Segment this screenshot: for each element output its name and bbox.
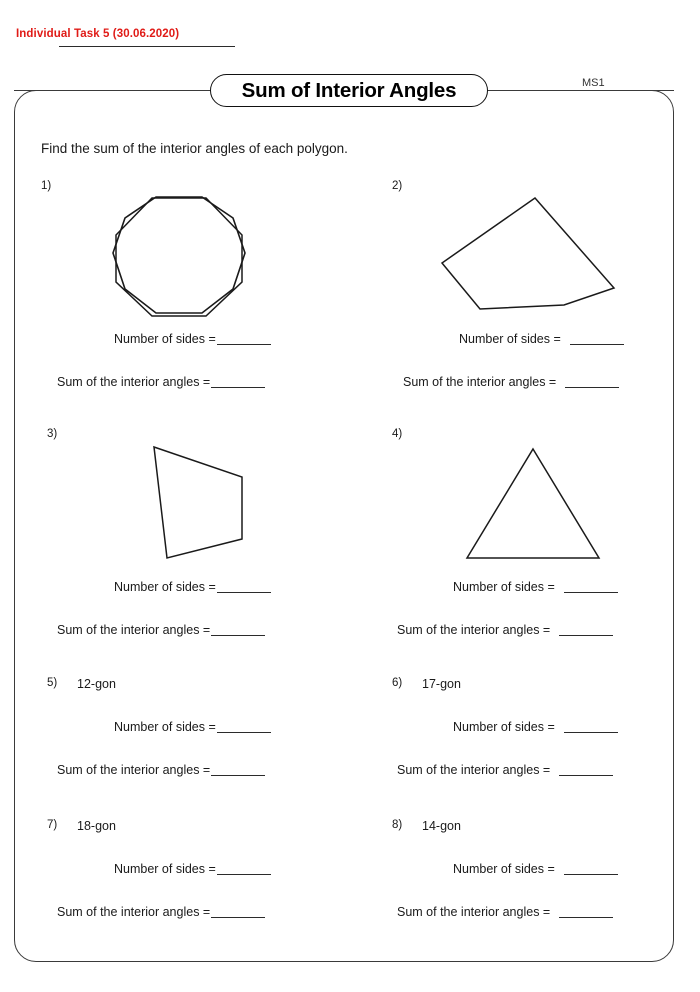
problem-5-sum-blank[interactable] bbox=[211, 775, 265, 776]
problem-8-sum-answer bbox=[397, 906, 613, 919]
task-header-label: Individual Task 5 (30.06.2020) bbox=[16, 28, 180, 40]
problem-6-sum-blank[interactable] bbox=[559, 775, 613, 776]
worksheet-title: Sum of Interior Angles bbox=[241, 78, 457, 102]
problem-5-sides-answer bbox=[114, 721, 271, 734]
problem-1-sum-label: Sum of the interior angles = bbox=[57, 375, 211, 389]
problem-7-number: 7) bbox=[47, 819, 58, 831]
instruction-text: Find the sum of the interior angles of each polygon. bbox=[41, 141, 348, 156]
problem-8-sides-label: Number of sides = bbox=[453, 862, 555, 876]
problem-1-sides-answer bbox=[114, 333, 271, 346]
problem-1-sum-blank[interactable] bbox=[211, 387, 265, 388]
worksheet-title-pill bbox=[210, 74, 488, 107]
problem-3-figure-quadrilateral bbox=[105, 444, 255, 562]
problem-2-sum-answer bbox=[403, 376, 619, 389]
problem-2-sides-blank[interactable] bbox=[570, 344, 624, 345]
problem-4-sum-answer bbox=[397, 624, 613, 637]
problem-7-sum-answer bbox=[57, 906, 265, 919]
problem-4-sides-answer bbox=[453, 581, 618, 594]
problem-7-sides-label: Number of sides = bbox=[114, 862, 216, 876]
problem-5-sides-blank[interactable] bbox=[217, 732, 271, 733]
problem-3-number: 3) bbox=[47, 428, 58, 440]
problem-7-sum-label: Sum of the interior angles = bbox=[57, 905, 211, 919]
problem-8-sides-answer bbox=[453, 863, 618, 876]
title-rule-left bbox=[14, 90, 218, 91]
problem-1-sides-label: Number of sides = bbox=[114, 332, 216, 346]
problem-3-sum-blank[interactable] bbox=[211, 635, 265, 636]
problem-6-sum-answer bbox=[397, 764, 613, 777]
problem-3-sides-answer bbox=[114, 581, 271, 594]
problem-5-sides-label: Number of sides = bbox=[114, 720, 216, 734]
problem-3-sum-answer bbox=[57, 624, 265, 637]
problem-7-sides-blank[interactable] bbox=[217, 874, 271, 875]
problem-8-sides-blank[interactable] bbox=[564, 874, 618, 875]
problem-2-number: 2) bbox=[392, 180, 403, 192]
problem-1-figure-decagon bbox=[109, 194, 249, 320]
problem-2-sum-label: Sum of the interior angles = bbox=[403, 375, 557, 389]
problem-3-sides-label: Number of sides = bbox=[114, 580, 216, 594]
problem-3-sides-blank[interactable] bbox=[217, 592, 271, 593]
problem-1-number: 1) bbox=[41, 180, 52, 192]
problem-6-sides-answer bbox=[453, 721, 618, 734]
task-header-underline bbox=[59, 46, 235, 47]
problem-5-number: 5) bbox=[47, 677, 58, 689]
problem-4-number: 4) bbox=[392, 428, 403, 440]
problem-2-sum-blank[interactable] bbox=[565, 387, 619, 388]
problem-5-sum-label: Sum of the interior angles = bbox=[57, 763, 211, 777]
problem-4-sides-blank[interactable] bbox=[564, 592, 618, 593]
problem-4-sum-label: Sum of the interior angles = bbox=[397, 623, 551, 637]
problem-6-number: 6) bbox=[392, 677, 403, 689]
problem-8-sum-label: Sum of the interior angles = bbox=[397, 905, 551, 919]
problem-7-sides-answer bbox=[114, 863, 271, 876]
problem-7-gon-label: 18-gon bbox=[77, 819, 116, 833]
problem-8-gon-label: 14-gon bbox=[422, 819, 461, 833]
problem-5-sum-answer bbox=[57, 764, 265, 777]
problem-2-sides-label: Number of sides = bbox=[459, 332, 561, 346]
problem-6-sides-blank[interactable] bbox=[564, 732, 618, 733]
problem-4-sides-label: Number of sides = bbox=[453, 580, 555, 594]
problem-5-gon-label: 12-gon bbox=[77, 677, 116, 691]
problem-3-sum-label: Sum of the interior angles = bbox=[57, 623, 211, 637]
problem-2-figure-pentagon bbox=[436, 195, 622, 313]
problem-6-sum-label: Sum of the interior angles = bbox=[397, 763, 551, 777]
problem-7-sum-blank[interactable] bbox=[211, 917, 265, 918]
problem-4-sum-blank[interactable] bbox=[559, 635, 613, 636]
problem-8-number: 8) bbox=[392, 819, 403, 831]
worksheet-code: MS1 bbox=[582, 77, 605, 89]
problem-2-sides-answer bbox=[459, 333, 624, 346]
problem-1-sum-answer bbox=[57, 376, 265, 389]
title-rule-right bbox=[490, 90, 674, 91]
problem-4-figure-triangle bbox=[460, 446, 606, 562]
problem-6-gon-label: 17-gon bbox=[422, 677, 461, 691]
problem-6-sides-label: Number of sides = bbox=[453, 720, 555, 734]
problem-8-sum-blank[interactable] bbox=[559, 917, 613, 918]
problem-1-sides-blank[interactable] bbox=[217, 344, 271, 345]
